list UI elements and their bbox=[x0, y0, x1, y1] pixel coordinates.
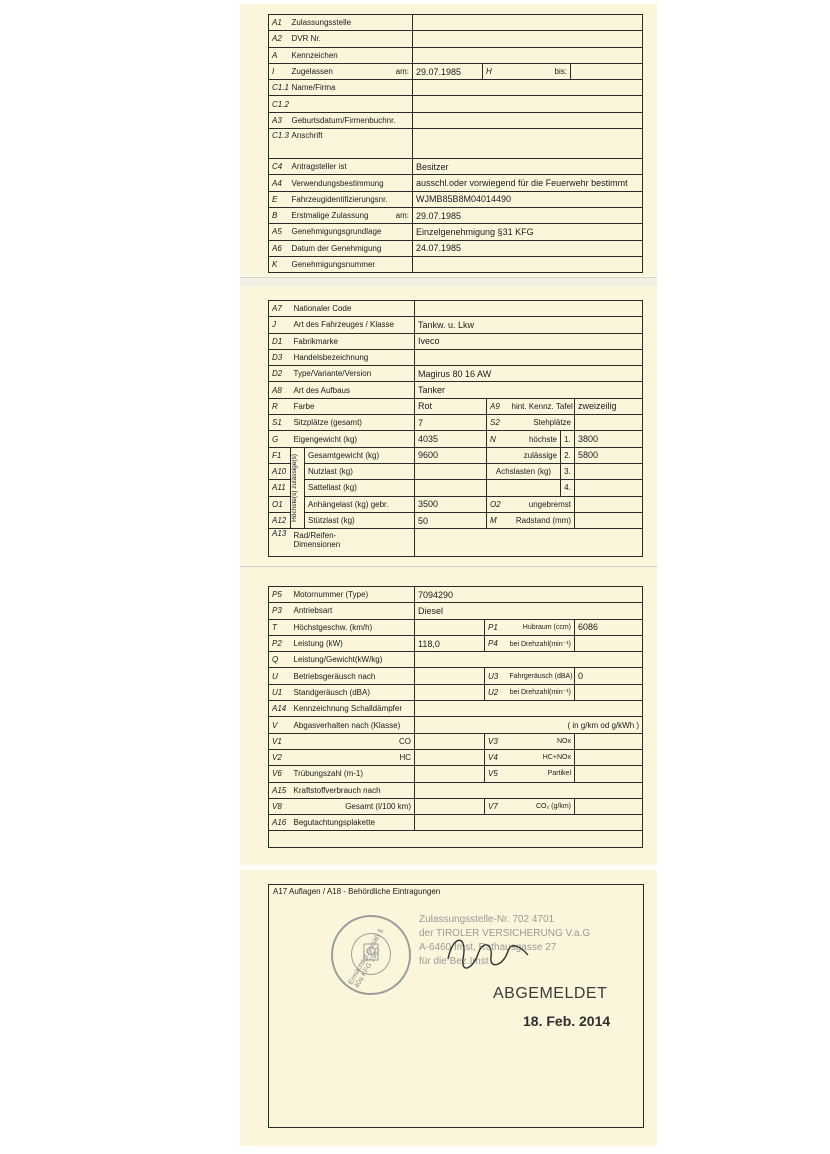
field-value bbox=[413, 112, 643, 128]
field-label-2: bei Drehzahl(min⁻¹) bbox=[507, 635, 575, 651]
label-s2: Stehplätze bbox=[509, 415, 575, 431]
field-code-2: V4 bbox=[485, 749, 507, 765]
field-label: Antriebsart bbox=[291, 603, 415, 619]
code-m: M bbox=[487, 512, 509, 528]
deregistered-stamp: ABGEMELDET bbox=[493, 985, 608, 1002]
value-j: Tankw. u. Lkw bbox=[415, 317, 643, 333]
registration-sheet-part1 bbox=[240, 4, 657, 276]
field-value: Besitzer bbox=[413, 159, 643, 175]
value-d3 bbox=[415, 349, 643, 365]
field-label-suffix: am: bbox=[395, 67, 409, 77]
label-a10: Nutzlast (kg) bbox=[305, 463, 415, 479]
section3-row-p3 bbox=[269, 603, 643, 619]
field-label: Fahrzeugidentifizierungsnr. bbox=[289, 191, 413, 207]
section3-row-u1 bbox=[269, 684, 643, 700]
section1-row bbox=[269, 112, 643, 128]
vertical-label-cell bbox=[291, 447, 305, 528]
field-label-2: bei Drehzahl(min⁻¹) bbox=[507, 684, 575, 700]
field-code: U bbox=[269, 668, 291, 684]
section3-row-p5 bbox=[269, 587, 643, 603]
field-value bbox=[415, 733, 485, 749]
row-d2 bbox=[269, 366, 643, 382]
field-code-2: H bbox=[483, 63, 503, 79]
field-label: Höchstgeschw. (km/h) bbox=[291, 619, 415, 635]
field-value: ( in g/km od g/kWh ) bbox=[415, 717, 643, 733]
row-a12 bbox=[269, 512, 643, 528]
label-d2: Type/Variante/Version bbox=[291, 366, 415, 382]
field-code: B bbox=[269, 207, 289, 223]
field-code-2: V5 bbox=[485, 766, 507, 782]
row-g bbox=[269, 431, 643, 447]
field-label bbox=[289, 207, 413, 223]
section3-row-t bbox=[269, 619, 643, 635]
row-a10 bbox=[269, 463, 643, 479]
code-a12: A12 bbox=[269, 512, 291, 528]
axle-val-4 bbox=[575, 480, 643, 496]
field-value: 29.07.1985 bbox=[413, 63, 483, 79]
row-f1 bbox=[269, 447, 643, 463]
label-a13 bbox=[291, 529, 415, 557]
deregistration-date: 18. Feb. 2014 bbox=[523, 1013, 611, 1029]
field-label: Geburtsdatum/Firmenbuchnr. bbox=[289, 112, 413, 128]
field-value bbox=[413, 15, 643, 31]
table-section3 bbox=[268, 586, 643, 848]
section3-body bbox=[269, 587, 643, 848]
field-value bbox=[415, 684, 485, 700]
field-code: V8 bbox=[269, 798, 291, 814]
field-value bbox=[413, 31, 643, 47]
section1-row bbox=[269, 191, 643, 207]
row-a13 bbox=[269, 529, 643, 557]
value-d1: Iveco bbox=[415, 333, 643, 349]
field-code: C1.2 bbox=[269, 96, 289, 112]
code-f1: F1 bbox=[269, 447, 291, 463]
code-r: R bbox=[269, 398, 291, 414]
label-achslasten: Achslasten (kg) bbox=[487, 463, 561, 479]
code-d2: D2 bbox=[269, 366, 291, 382]
field-code: V6 bbox=[269, 766, 291, 782]
field-code: A2 bbox=[269, 31, 289, 47]
field-code-2: P4 bbox=[485, 635, 507, 651]
round-stamp bbox=[331, 915, 411, 995]
code-d3: D3 bbox=[269, 349, 291, 365]
field-label: CO bbox=[291, 733, 415, 749]
label-s1: Sitzplätze (gesamt) bbox=[291, 415, 415, 431]
field-code: A4 bbox=[269, 175, 289, 191]
fold-line bbox=[240, 277, 657, 286]
field-value-2: 6086 bbox=[575, 619, 643, 635]
field-code: P3 bbox=[269, 603, 291, 619]
code-o2: O2 bbox=[487, 496, 509, 512]
field-code: P2 bbox=[269, 635, 291, 651]
field-value: 118,0 bbox=[415, 635, 485, 651]
section3-row-a15 bbox=[269, 782, 643, 798]
row-a11 bbox=[269, 480, 643, 496]
row-a7 bbox=[269, 301, 643, 317]
field-label-text: Zugelassen bbox=[291, 67, 333, 77]
value-o1: 3500 bbox=[415, 496, 487, 512]
field-value: ausschl.oder vorwiegend für die Feuerwehr bestimmt bbox=[413, 175, 643, 191]
field-label: Abgasverhalten nach (Klasse) bbox=[291, 717, 415, 733]
field-value: 29.07.1985 bbox=[413, 207, 643, 223]
field-label: Trübungszahl (m-1) bbox=[291, 766, 415, 782]
label-a13-line1: Rad/Reifen- bbox=[293, 531, 337, 541]
stamp-line-1: Zulassungsstelle-Nr. 702 4701 bbox=[419, 914, 555, 925]
field-value bbox=[413, 256, 643, 272]
field-label: Begutachtungsplakette bbox=[291, 815, 415, 831]
field-value-2 bbox=[575, 635, 643, 651]
section1-row bbox=[269, 224, 643, 240]
blank-cell bbox=[487, 480, 561, 496]
value-a11 bbox=[415, 480, 487, 496]
field-label-2: bis: bbox=[503, 63, 571, 79]
section1-row bbox=[269, 175, 643, 191]
row-o1 bbox=[269, 496, 643, 512]
label-a12: Stützlast (kg) bbox=[305, 512, 415, 528]
blank-cell bbox=[487, 447, 509, 463]
row-a8 bbox=[269, 382, 643, 398]
label-j: Art des Fahrzeuges / Klasse bbox=[291, 317, 415, 333]
field-value-2 bbox=[575, 684, 643, 700]
value-a10 bbox=[415, 463, 487, 479]
code-a7: A7 bbox=[269, 301, 291, 317]
field-label bbox=[289, 63, 413, 79]
registration-sheet-part3 bbox=[240, 568, 657, 865]
code-a10: A10 bbox=[269, 463, 291, 479]
stamp-line-3: A-6460 Imst, Rathausgasse 27 bbox=[419, 942, 557, 953]
field-value bbox=[415, 652, 643, 668]
label-a7: Nationaler Code bbox=[291, 301, 415, 317]
field-label-2: Partikel bbox=[507, 766, 575, 782]
field-value-2 bbox=[575, 749, 643, 765]
field-code: K bbox=[269, 256, 289, 272]
row-j bbox=[269, 317, 643, 333]
field-label: Datum der Genehmigung bbox=[289, 240, 413, 256]
field-label: Leistung/Gewicht(kW/kg) bbox=[291, 652, 415, 668]
section3-row-a16 bbox=[269, 815, 643, 831]
axle-num-2: 2. bbox=[561, 447, 575, 463]
field-code: A1 bbox=[269, 15, 289, 31]
value-m bbox=[575, 512, 643, 528]
label-o1: Anhängelast (kg) gebr. bbox=[305, 496, 415, 512]
section3-row-v6 bbox=[269, 766, 643, 782]
code-a11: A11 bbox=[269, 480, 291, 496]
field-code: A3 bbox=[269, 112, 289, 128]
field-code-2: U3 bbox=[485, 668, 507, 684]
field-value-2 bbox=[575, 798, 643, 814]
field-label: Kennzeichnung Schalldämpfer bbox=[291, 701, 415, 717]
value-f1: 9600 bbox=[415, 447, 487, 463]
section3-row-q bbox=[269, 652, 643, 668]
field-label: Antragsteller ist bbox=[289, 159, 413, 175]
value-a8: Tanker bbox=[415, 382, 643, 398]
field-code: C1.1 bbox=[269, 80, 289, 96]
field-value bbox=[415, 668, 485, 684]
field-code-2: V3 bbox=[485, 733, 507, 749]
field-label: Kennzeichen bbox=[289, 47, 413, 63]
field-value bbox=[413, 96, 643, 112]
value-a13 bbox=[415, 529, 643, 557]
label-r: Farbe bbox=[291, 398, 415, 414]
code-a9: A9 bbox=[487, 398, 509, 414]
section1-row bbox=[269, 240, 643, 256]
label-d3: Handelsbezeichnung bbox=[291, 349, 415, 365]
label-a11: Sattellast (kg) bbox=[305, 480, 415, 496]
label-m: Radstand (mm) bbox=[509, 512, 575, 528]
table-section2 bbox=[268, 300, 643, 557]
field-label: Name/Firma bbox=[289, 80, 413, 96]
stamp-line-2: der TIROLER VERSICHERUNG V.a.G bbox=[419, 928, 591, 939]
field-value bbox=[413, 47, 643, 63]
value-s2 bbox=[575, 415, 643, 431]
axle-num-3: 3. bbox=[561, 463, 575, 479]
label-f1: Gesamtgewicht (kg) bbox=[305, 447, 415, 463]
field-label: Motornummer (Type) bbox=[291, 587, 415, 603]
section1-row bbox=[269, 63, 643, 79]
code-g: G bbox=[269, 431, 291, 447]
section4-remarks-box bbox=[268, 884, 644, 1128]
registration-sheet-part4 bbox=[240, 870, 657, 1146]
field-value-2 bbox=[571, 63, 643, 79]
value-s1: 7 bbox=[415, 415, 487, 431]
field-label: Kraftstoffverbrauch nach bbox=[291, 782, 415, 798]
field-label-suffix: am: bbox=[395, 211, 409, 221]
remarks-header: A17 Auflagen / A18 - Behördliche Eintragungen bbox=[273, 887, 441, 896]
field-value-2 bbox=[575, 766, 643, 782]
table-section1 bbox=[268, 14, 643, 273]
value-r: Rot bbox=[415, 398, 487, 414]
label-zulaessige: zulässige bbox=[509, 447, 561, 463]
field-code: A6 bbox=[269, 240, 289, 256]
section1-row bbox=[269, 159, 643, 175]
section3-row-v bbox=[269, 717, 643, 733]
field-code: C4 bbox=[269, 159, 289, 175]
field-value-2 bbox=[575, 733, 643, 749]
section1-row bbox=[269, 256, 643, 272]
value-g: 4035 bbox=[415, 431, 487, 447]
row-d1 bbox=[269, 333, 643, 349]
label-a13-line2: Dimensionen bbox=[293, 540, 341, 550]
field-value bbox=[415, 701, 643, 717]
label-hoechste: höchste bbox=[509, 431, 561, 447]
field-label bbox=[289, 96, 413, 112]
code-a8: A8 bbox=[269, 382, 291, 398]
field-value bbox=[415, 798, 485, 814]
field-label-2: Hubraum (ccm) bbox=[507, 619, 575, 635]
axle-val-1: 3800 bbox=[575, 431, 643, 447]
field-code-2: P1 bbox=[485, 619, 507, 635]
field-label: Standgeräusch (dBA) bbox=[291, 684, 415, 700]
field-value bbox=[413, 129, 643, 159]
field-label: Verwendungsbestimmung bbox=[289, 175, 413, 191]
axle-num-4: 4. bbox=[561, 480, 575, 496]
section3-row-v8 bbox=[269, 798, 643, 814]
field-value: 24.07.1985 bbox=[413, 240, 643, 256]
field-code: V1 bbox=[269, 733, 291, 749]
blank-row bbox=[269, 831, 643, 847]
field-value: Einzelgenehmigung §31 KFG bbox=[413, 224, 643, 240]
value-a12: 50 bbox=[415, 512, 487, 528]
label-a9: hint. Kennz. Tafel bbox=[509, 398, 575, 414]
code-a13: A13 bbox=[269, 529, 291, 557]
row-d3 bbox=[269, 349, 643, 365]
section1-row bbox=[269, 47, 643, 63]
stamp-round-text: Ermächtigt gemäß § 40a KFG 1967 bbox=[347, 927, 386, 990]
field-code: A14 bbox=[269, 701, 291, 717]
label-d1: Fabrikmarke bbox=[291, 333, 415, 349]
axle-num-1: 1. bbox=[561, 431, 575, 447]
field-code: A15 bbox=[269, 782, 291, 798]
value-a7 bbox=[415, 301, 643, 317]
axle-val-3 bbox=[575, 463, 643, 479]
field-code: U1 bbox=[269, 684, 291, 700]
field-label-2: Fahrgeräusch (dBA) bbox=[507, 668, 575, 684]
field-label-2: HC+NOx bbox=[507, 749, 575, 765]
field-value bbox=[415, 815, 643, 831]
field-label: Betriebsgeräusch nach bbox=[291, 668, 415, 684]
registration-sheet-part2 bbox=[240, 286, 657, 566]
field-label: DVR Nr. bbox=[289, 31, 413, 47]
section3-row-blank bbox=[269, 831, 643, 847]
section1-row bbox=[269, 15, 643, 31]
section3-row-a14 bbox=[269, 701, 643, 717]
field-code: A5 bbox=[269, 224, 289, 240]
stamp-line-4: für die Bez.Imst bbox=[419, 956, 489, 967]
field-code-2: U2 bbox=[485, 684, 507, 700]
field-code: V bbox=[269, 717, 291, 733]
field-value: Diesel bbox=[415, 603, 643, 619]
section1-row bbox=[269, 129, 643, 159]
field-value bbox=[415, 619, 485, 635]
field-label-2: NOx bbox=[507, 733, 575, 749]
vertical-label: Höchste(s) zulässige(s) bbox=[291, 453, 298, 522]
section3-row-u bbox=[269, 668, 643, 684]
section1-body bbox=[269, 15, 643, 273]
field-label: Leistung (kW) bbox=[291, 635, 415, 651]
field-code: E bbox=[269, 191, 289, 207]
section3-row-v2 bbox=[269, 749, 643, 765]
field-code: A bbox=[269, 47, 289, 63]
field-code: P5 bbox=[269, 587, 291, 603]
code-o1: O1 bbox=[269, 496, 291, 512]
field-label-text: Erstmalige Zulassung bbox=[291, 211, 369, 221]
section1-row bbox=[269, 207, 643, 223]
section1-row bbox=[269, 96, 643, 112]
field-code: C1.3 bbox=[269, 129, 289, 159]
value-d2: Magirus 80 16 AW bbox=[415, 366, 643, 382]
field-code-2: V7 bbox=[485, 798, 507, 814]
field-label: Anschrift bbox=[289, 129, 413, 159]
field-code: T bbox=[269, 619, 291, 635]
section1-row bbox=[269, 31, 643, 47]
field-value bbox=[413, 80, 643, 96]
field-value: 7094290 bbox=[415, 587, 643, 603]
value-a9: zweizeilig bbox=[575, 398, 643, 414]
label-o2: ungebremst bbox=[509, 496, 575, 512]
field-value bbox=[415, 782, 643, 798]
code-j: J bbox=[269, 317, 291, 333]
code-d1: D1 bbox=[269, 333, 291, 349]
field-code: I bbox=[269, 63, 289, 79]
field-label: Gesamt (l/100 km) bbox=[291, 798, 415, 814]
row-r bbox=[269, 398, 643, 414]
code-s1: S1 bbox=[269, 415, 291, 431]
field-code: A16 bbox=[269, 815, 291, 831]
section1-row bbox=[269, 80, 643, 96]
section3-row-v1 bbox=[269, 733, 643, 749]
field-label-2: CO₂ (g/km) bbox=[507, 798, 575, 814]
label-a8: Art des Aufbaus bbox=[291, 382, 415, 398]
field-code: V2 bbox=[269, 749, 291, 765]
field-value bbox=[415, 766, 485, 782]
field-label: Zulassungsstelle bbox=[289, 15, 413, 31]
field-value-2: 0 bbox=[575, 668, 643, 684]
row-s1 bbox=[269, 415, 643, 431]
field-label: Genehmigungsnummer bbox=[289, 256, 413, 272]
field-value: WJMB85B8M04014490 bbox=[413, 191, 643, 207]
code-n: N bbox=[487, 431, 509, 447]
field-label: Genehmigungsgrundlage bbox=[289, 224, 413, 240]
field-label: HC bbox=[291, 749, 415, 765]
axle-val-2: 5800 bbox=[575, 447, 643, 463]
field-value bbox=[415, 749, 485, 765]
label-g: Eigengewicht (kg) bbox=[291, 431, 415, 447]
field-code: Q bbox=[269, 652, 291, 668]
value-o2 bbox=[575, 496, 643, 512]
handwritten-signature bbox=[443, 929, 533, 979]
code-s2: S2 bbox=[487, 415, 509, 431]
section3-row-p2 bbox=[269, 635, 643, 651]
